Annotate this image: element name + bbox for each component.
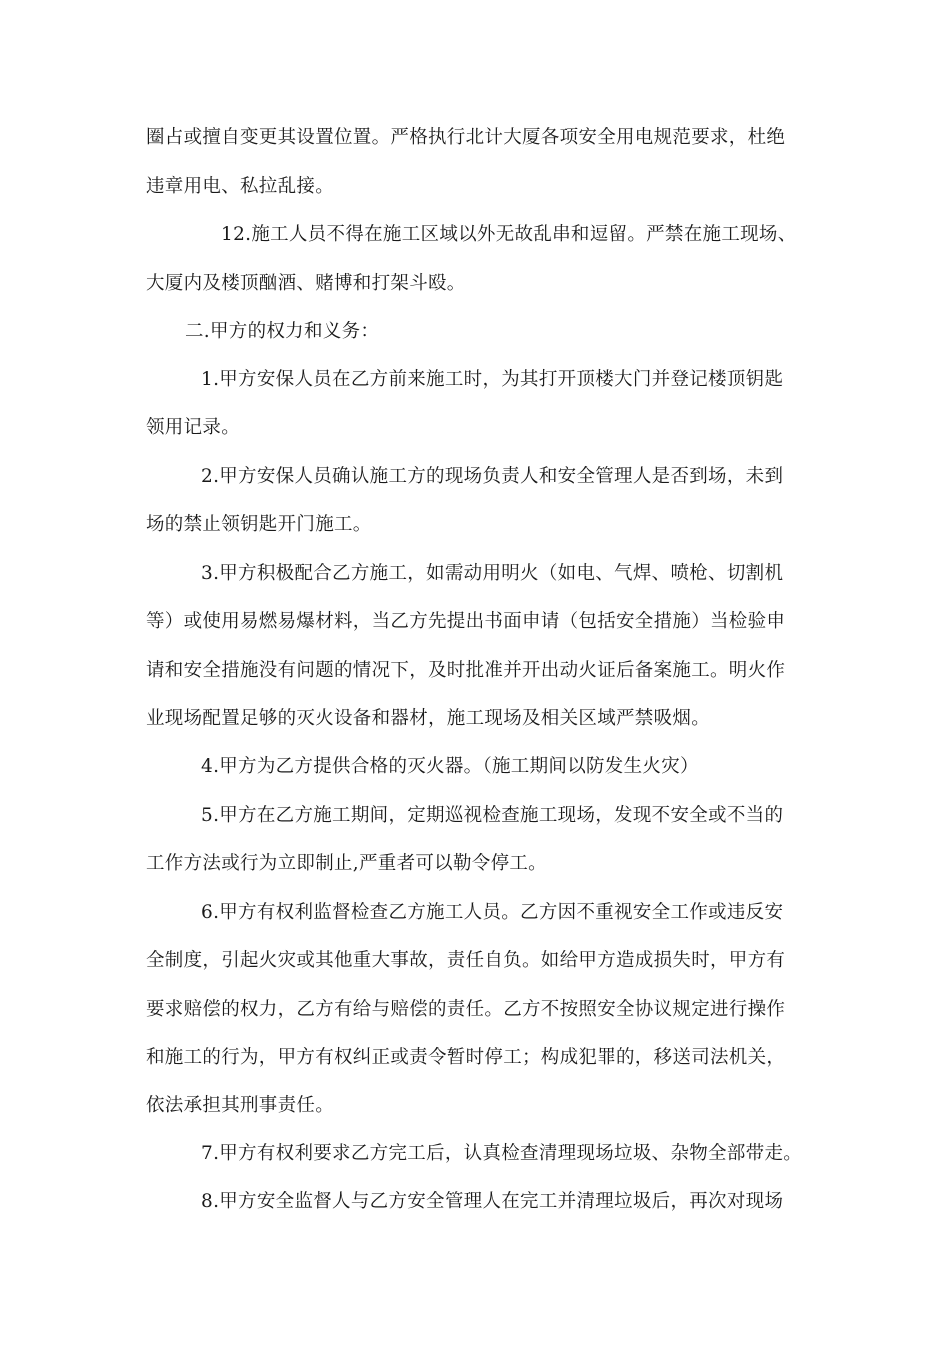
- text-line: 大厦内及楼顶酗酒、赌博和打架斗殴。: [146, 273, 466, 294]
- text-line: 12.施工人员不得在施工区域以外无故乱串和逗留。严禁在施工现场、: [221, 224, 797, 245]
- text-line: 领用记录。: [146, 417, 241, 438]
- text-line: 2.甲方安保人员确认施工方的现场负责人和安全管理人是否到场，未到: [201, 466, 784, 487]
- text-line: 全制度，引起火灾或其他重大事故，责任自负。如给甲方造成损失时，甲方有: [146, 950, 786, 971]
- text-line: 和施工的行为，甲方有权纠正或责令暂时停工；构成犯罪的，移送司法机关，: [146, 1047, 786, 1068]
- text-line: 5.甲方在乙方施工期间，定期巡视检查施工现场，发现不安全或不当的: [201, 805, 784, 826]
- text-line: 工作方法或行为立即制止,严重者可以勒令停工。: [146, 853, 547, 874]
- text-line: 圈占或擅自变更其设置位置。严格执行北计大厦各项安全用电规范要求，杜绝: [146, 127, 786, 148]
- section-heading: 二.甲方的权力和义务：: [185, 321, 380, 342]
- text-line: 依法承担其刑事责任。: [146, 1095, 335, 1116]
- text-line: 6.甲方有权利监督检查乙方施工人员。乙方因不重视安全工作或违反安: [201, 902, 784, 923]
- text-line: 场的禁止领钥匙开门施工。: [146, 514, 372, 535]
- text-line: 7.甲方有权利要求乙方完工后，认真检查清理现场垃圾、杂物全部带走。: [201, 1143, 803, 1164]
- text-line: 1.甲方安保人员在乙方前来施工时，为其打开顶楼大门并登记楼顶钥匙: [201, 369, 784, 390]
- text-line: 等）或使用易燃易爆材料，当乙方先提出书面申请（包括安全措施）当检验申: [146, 611, 786, 632]
- text-line: 请和安全措施没有问题的情况下，及时批准并开出动火证后备案施工。明火作: [146, 660, 786, 681]
- text-line: 3.甲方积极配合乙方施工，如需动用明火（如电、气焊、喷枪、切割机: [201, 563, 784, 584]
- text-line: 业现场配置足够的灭火设备和器材，施工现场及相关区域严禁吸烟。: [146, 708, 711, 729]
- text-line: 违章用电、私拉乱接。: [146, 176, 335, 197]
- text-line: 4.甲方为乙方提供合格的灭火器。（施工期间以防发生火灾）: [201, 756, 699, 777]
- text-line: 8.甲方安全监督人与乙方安全管理人在完工并清理垃圾后，再次对现场: [201, 1191, 784, 1212]
- text-line: 要求赔偿的权力，乙方有给与赔偿的责任。乙方不按照安全协议规定进行操作: [146, 999, 786, 1020]
